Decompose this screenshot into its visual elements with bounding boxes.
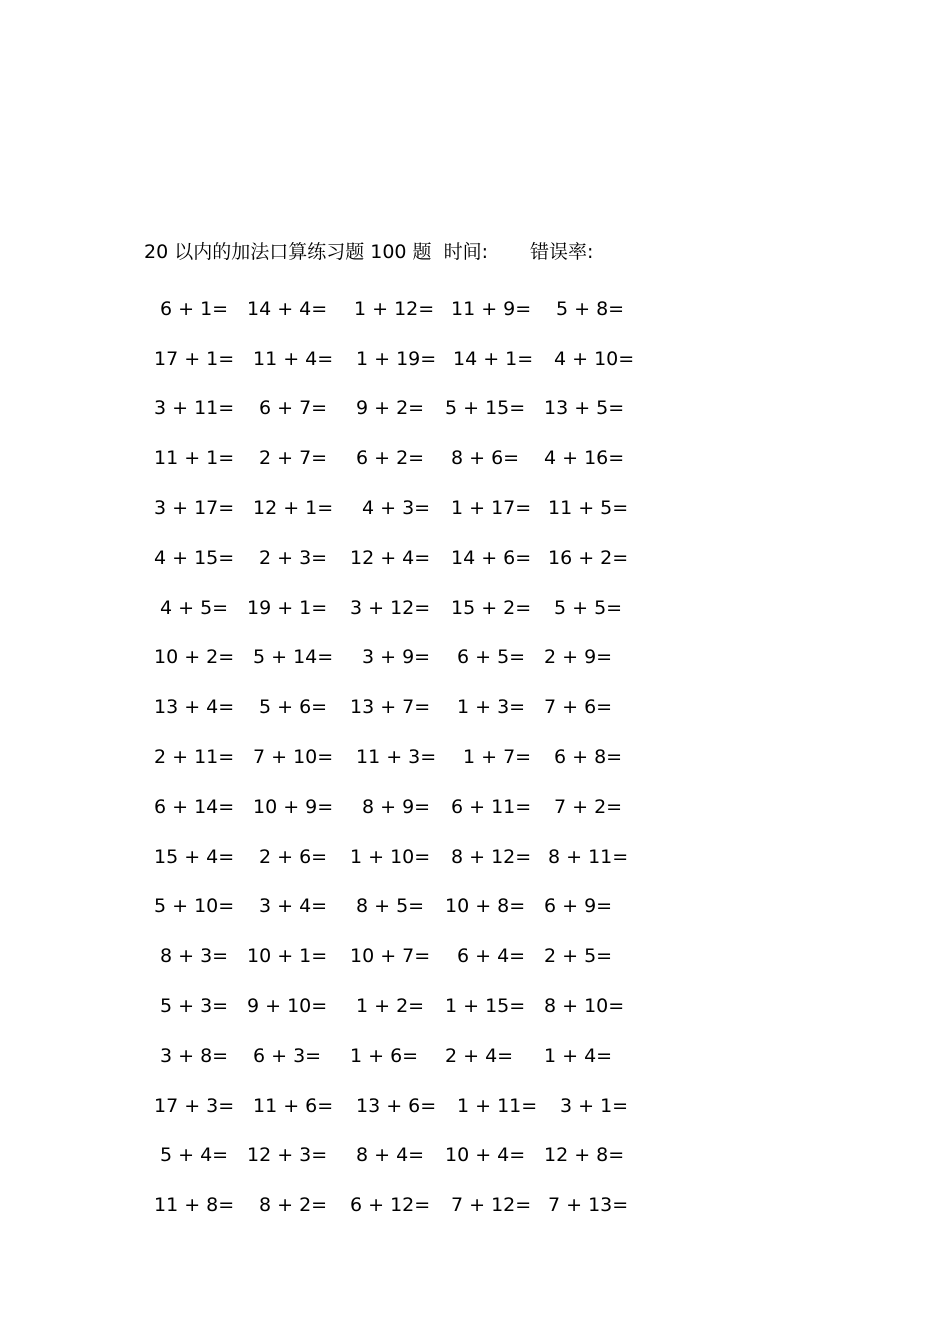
addition-problem: 10 + 2= bbox=[154, 646, 235, 669]
addition-problem: 19 + 1= bbox=[247, 596, 328, 619]
addition-problem: 4 + 10= bbox=[554, 347, 635, 370]
addition-problem: 6 + 3= bbox=[253, 1044, 322, 1067]
addition-problem: 4 + 5= bbox=[160, 596, 229, 619]
addition-problem: 1 + 3= bbox=[457, 696, 526, 719]
problem-row bbox=[148, 832, 643, 882]
problem-row bbox=[148, 583, 643, 633]
problem-row bbox=[148, 931, 643, 981]
problem-row bbox=[148, 483, 643, 533]
addition-problem: 6 + 1= bbox=[160, 297, 229, 320]
addition-problem: 13 + 6= bbox=[356, 1094, 437, 1117]
problem-row bbox=[148, 284, 643, 334]
addition-problem: 1 + 15= bbox=[445, 995, 526, 1018]
addition-problem: 1 + 10= bbox=[350, 845, 431, 868]
addition-problem: 5 + 10= bbox=[154, 895, 235, 918]
addition-problem: 11 + 4= bbox=[253, 347, 334, 370]
addition-problem: 1 + 12= bbox=[354, 297, 435, 320]
addition-problem: 2 + 7= bbox=[259, 447, 328, 470]
addition-problem: 11 + 9= bbox=[451, 297, 532, 320]
addition-problem: 8 + 4= bbox=[356, 1144, 425, 1167]
addition-problem: 11 + 5= bbox=[548, 497, 629, 520]
addition-problem: 14 + 1= bbox=[453, 347, 534, 370]
addition-problem: 3 + 8= bbox=[160, 1044, 229, 1067]
addition-problem: 8 + 3= bbox=[160, 945, 229, 968]
addition-problem: 6 + 5= bbox=[457, 646, 526, 669]
problem-grid bbox=[148, 284, 643, 1230]
problem-row bbox=[148, 782, 643, 832]
addition-problem: 5 + 15= bbox=[445, 397, 526, 420]
addition-problem: 4 + 3= bbox=[362, 497, 431, 520]
addition-problem: 2 + 6= bbox=[259, 845, 328, 868]
addition-problem: 6 + 7= bbox=[259, 397, 328, 420]
problem-row bbox=[148, 334, 643, 384]
addition-problem: 3 + 12= bbox=[350, 596, 431, 619]
addition-problem: 12 + 1= bbox=[253, 497, 334, 520]
addition-problem: 12 + 4= bbox=[350, 546, 431, 569]
error-rate-label: 错误率: bbox=[529, 240, 594, 263]
addition-problem: 8 + 2= bbox=[259, 1194, 328, 1217]
addition-problem: 6 + 12= bbox=[350, 1194, 431, 1217]
addition-problem: 5 + 5= bbox=[554, 596, 623, 619]
addition-problem: 6 + 11= bbox=[451, 795, 532, 818]
addition-problem: 6 + 14= bbox=[154, 795, 235, 818]
addition-problem: 1 + 11= bbox=[457, 1094, 538, 1117]
addition-problem: 1 + 4= bbox=[544, 1044, 613, 1067]
addition-problem: 1 + 7= bbox=[463, 746, 532, 769]
addition-problem: 2 + 11= bbox=[154, 746, 235, 769]
problem-row bbox=[148, 533, 643, 583]
addition-problem: 9 + 2= bbox=[356, 397, 425, 420]
addition-problem: 11 + 6= bbox=[253, 1094, 334, 1117]
addition-problem: 10 + 9= bbox=[253, 795, 334, 818]
problem-row bbox=[148, 384, 643, 434]
addition-problem: 14 + 4= bbox=[247, 297, 328, 320]
problem-row bbox=[148, 981, 643, 1031]
addition-problem: 3 + 11= bbox=[154, 397, 235, 420]
addition-problem: 7 + 6= bbox=[544, 696, 613, 719]
addition-problem: 7 + 12= bbox=[451, 1194, 532, 1217]
addition-problem: 1 + 6= bbox=[350, 1044, 419, 1067]
addition-problem: 8 + 12= bbox=[451, 845, 532, 868]
addition-problem: 2 + 3= bbox=[259, 546, 328, 569]
addition-problem: 13 + 4= bbox=[154, 696, 235, 719]
worksheet-header bbox=[144, 236, 593, 264]
addition-problem: 4 + 15= bbox=[154, 546, 235, 569]
addition-problem: 2 + 9= bbox=[544, 646, 613, 669]
addition-problem: 3 + 9= bbox=[362, 646, 431, 669]
addition-problem: 8 + 9= bbox=[362, 795, 431, 818]
problem-row bbox=[148, 1131, 643, 1181]
addition-problem: 5 + 8= bbox=[556, 297, 625, 320]
problem-row bbox=[148, 1081, 643, 1131]
addition-problem: 17 + 1= bbox=[154, 347, 235, 370]
problem-row bbox=[148, 732, 643, 782]
addition-problem: 9 + 10= bbox=[247, 995, 328, 1018]
addition-problem: 15 + 2= bbox=[451, 596, 532, 619]
problem-row bbox=[148, 1031, 643, 1081]
addition-problem: 16 + 2= bbox=[548, 546, 629, 569]
addition-problem: 4 + 16= bbox=[544, 447, 625, 470]
addition-problem: 11 + 3= bbox=[356, 746, 437, 769]
addition-problem: 2 + 5= bbox=[544, 945, 613, 968]
addition-problem: 2 + 4= bbox=[445, 1044, 514, 1067]
addition-problem: 6 + 8= bbox=[554, 746, 623, 769]
addition-problem: 6 + 9= bbox=[544, 895, 613, 918]
addition-problem: 12 + 3= bbox=[247, 1144, 328, 1167]
problem-row bbox=[148, 433, 643, 483]
addition-problem: 5 + 3= bbox=[160, 995, 229, 1018]
addition-problem: 6 + 2= bbox=[356, 447, 425, 470]
addition-problem: 10 + 4= bbox=[445, 1144, 526, 1167]
worksheet-title: 20 以内的加法口算练习题 100 题 bbox=[144, 240, 432, 263]
addition-problem: 13 + 5= bbox=[544, 397, 625, 420]
addition-problem: 7 + 10= bbox=[253, 746, 334, 769]
addition-problem: 5 + 6= bbox=[259, 696, 328, 719]
addition-problem: 11 + 1= bbox=[154, 447, 235, 470]
problem-row bbox=[148, 1180, 643, 1230]
addition-problem: 10 + 7= bbox=[350, 945, 431, 968]
addition-problem: 11 + 8= bbox=[154, 1194, 235, 1217]
addition-problem: 8 + 6= bbox=[451, 447, 520, 470]
addition-problem: 14 + 6= bbox=[451, 546, 532, 569]
addition-problem: 10 + 1= bbox=[247, 945, 328, 968]
problem-row bbox=[148, 882, 643, 932]
addition-problem: 17 + 3= bbox=[154, 1094, 235, 1117]
problem-row bbox=[148, 682, 643, 732]
addition-problem: 8 + 10= bbox=[544, 995, 625, 1018]
addition-problem: 12 + 8= bbox=[544, 1144, 625, 1167]
problem-row bbox=[148, 633, 643, 683]
addition-problem: 8 + 11= bbox=[548, 845, 629, 868]
time-label: 时间: bbox=[443, 240, 488, 263]
addition-problem: 3 + 17= bbox=[154, 497, 235, 520]
addition-problem: 15 + 4= bbox=[154, 845, 235, 868]
addition-problem: 7 + 13= bbox=[548, 1194, 629, 1217]
addition-problem: 7 + 2= bbox=[554, 795, 623, 818]
addition-problem: 8 + 5= bbox=[356, 895, 425, 918]
addition-problem: 13 + 7= bbox=[350, 696, 431, 719]
addition-problem: 5 + 4= bbox=[160, 1144, 229, 1167]
addition-problem: 6 + 4= bbox=[457, 945, 526, 968]
addition-problem: 3 + 1= bbox=[560, 1094, 629, 1117]
addition-problem: 1 + 17= bbox=[451, 497, 532, 520]
addition-problem: 3 + 4= bbox=[259, 895, 328, 918]
addition-problem: 1 + 19= bbox=[356, 347, 437, 370]
addition-problem: 5 + 14= bbox=[253, 646, 334, 669]
addition-problem: 1 + 2= bbox=[356, 995, 425, 1018]
addition-problem: 10 + 8= bbox=[445, 895, 526, 918]
